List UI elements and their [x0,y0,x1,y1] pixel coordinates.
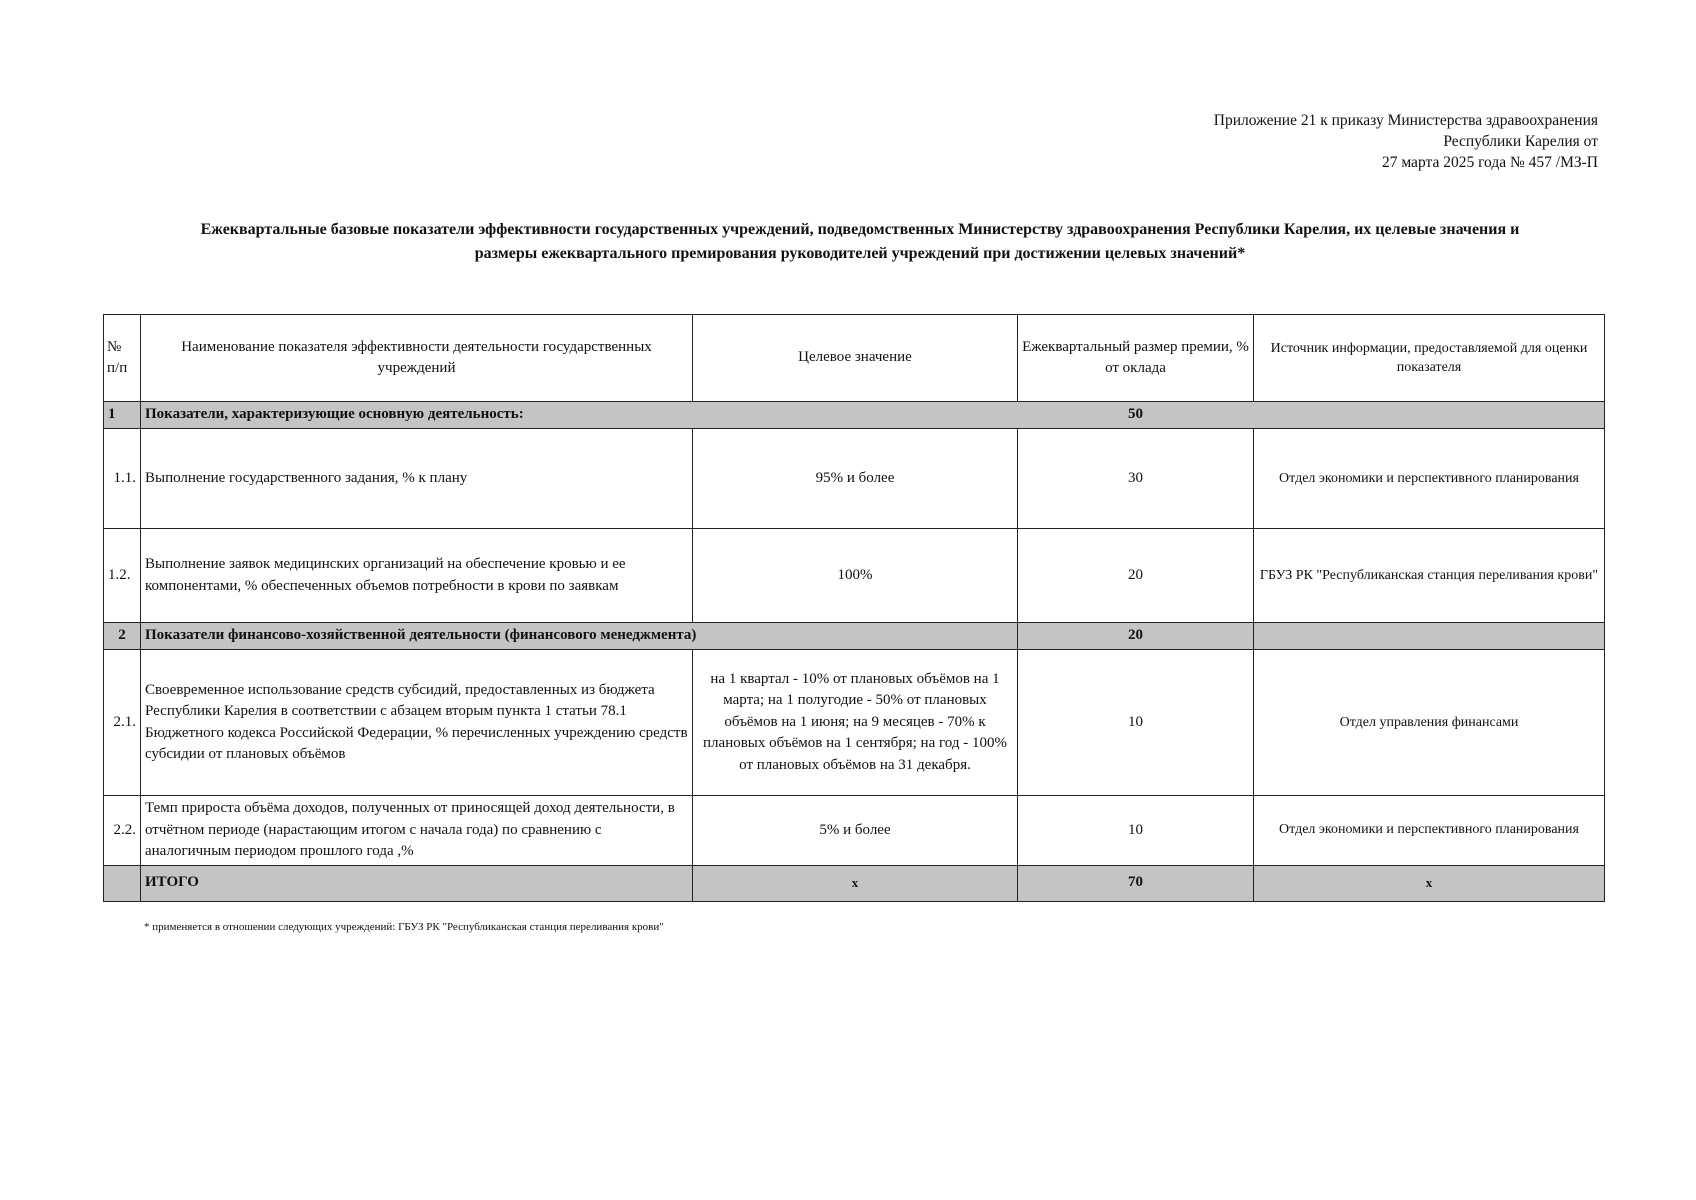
document-title-line-1: Ежеквартальные базовые показатели эффективности государственных учреждений, подведомственных Министерству здравоохранения Республики Карелия, их целевые значения и [200,221,1520,238]
section-row-2 [104,623,1605,650]
section-title: Показатели финансово-хозяйственной деятельности (финансового менеджмента) [141,623,1018,650]
row-target: 95% и более [693,429,1018,529]
document-title [100,218,1620,266]
header-source: Источник информации, предоставляемой для оценки показателя [1254,315,1605,402]
table-row [104,429,1605,529]
header-num: № п/п [104,315,141,402]
document-title-line-2: размеры ежеквартального премирования руководителей учреждений при достижении целевых значений* [474,245,1246,262]
section-row-1 [104,402,1605,429]
table-row [104,650,1605,796]
row-name: Выполнение заявок медицинских организаций на обеспечение кровью и ее компонентами, % обеспеченных объемов потребности в крови по заявкам [141,529,693,623]
appendix-note-line-3: 27 марта 2025 года № 457 /МЗ-П [1381,154,1598,171]
header-target: Целевое значение [693,315,1018,402]
row-name: Темп прироста объёма доходов, полученных от приносящей доход деятельности, в отчётном периоде (нарастающим итогом с начала года) по сравнению с аналогичным периодом прошлого года ,% [141,796,693,866]
table-row [104,796,1605,866]
section-source-empty [1254,623,1605,650]
section-bonus: 50 [1018,402,1254,429]
total-label: ИТОГО [141,865,693,901]
row-name: Выполнение государственного задания, % к плану [141,429,693,529]
row-bonus: 10 [1018,796,1254,866]
section-source-empty [1254,402,1605,429]
table-header-row [104,315,1605,402]
row-num: 2.2. [104,796,141,866]
total-source: x [1254,865,1605,901]
section-num: 2 [104,623,141,650]
row-num: 2.1. [104,650,141,796]
row-source: Отдел экономики и перспективного планирования [1254,796,1605,866]
row-num: 1.1. [104,429,141,529]
appendix-note-line-1: Приложение 21 к приказу Министерства здравоохранения [1213,112,1598,129]
row-bonus: 30 [1018,429,1254,529]
total-num-empty [104,865,141,901]
appendix-note-line-2: Республики Карелия от [1443,133,1598,150]
header-name: Наименование показателя эффективности деятельности государственных учреждений [141,315,693,402]
total-target: x [693,865,1018,901]
total-row [104,865,1605,901]
row-target: на 1 квартал - 10% от плановых объёмов на 1 марта; на 1 полугодие - 50% от плановых объёмов на 1 июня; на 9 месяцев - 70% к плановых объёмов на 1 сентября; на год - 100% от плановых объёмов на 31 декабря. [693,650,1018,796]
row-target: 100% [693,529,1018,623]
appendix-note [1078,110,1598,173]
row-name: Своевременное использование средств субсидий, предоставленных из бюджета Республики Карелия в соответствии с абзацем вторым пункта 1 статьи 78.1 Бюджетного кодекса Российской Федерации, % перечисленных учреждению средств субсидии от плановых объёмов [141,650,693,796]
row-source: Отдел экономики и перспективного планирования [1254,429,1605,529]
section-title: Показатели, характеризующие основную деятельность: [141,402,1018,429]
header-bonus: Ежеквартальный размер премии, % от оклада [1018,315,1254,402]
row-source: Отдел управления финансами [1254,650,1605,796]
row-bonus: 10 [1018,650,1254,796]
row-target: 5% и более [693,796,1018,866]
table-row [104,529,1605,623]
total-bonus: 70 [1018,865,1254,901]
indicators-table [103,314,1605,902]
row-bonus: 20 [1018,529,1254,623]
row-num: 1.2. [104,529,141,623]
row-source: ГБУЗ РК "Республиканская станция переливания крови" [1254,529,1605,623]
section-num: 1 [104,402,141,429]
section-bonus: 20 [1018,623,1254,650]
footnote: * применяется в отношении следующих учреждений: ГБУЗ РК "Республиканская станция переливания крови" [144,921,664,933]
